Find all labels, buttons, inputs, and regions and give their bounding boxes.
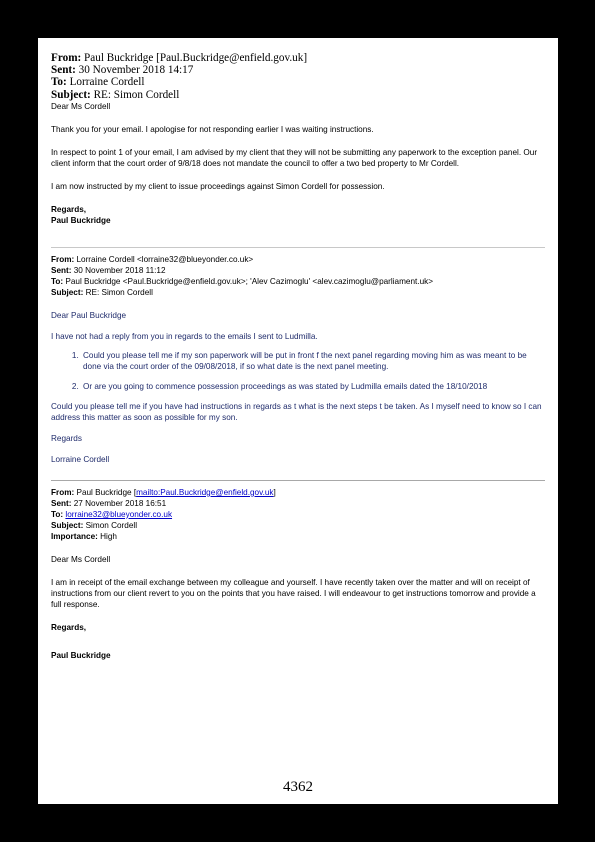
list-item: 1. Could you please tell me if my son paperwork will be put in front f the next panel regarding moving him as was meant to be done via the court order of the 09/08/2018, if so what date is the next panel meeting. (81, 350, 545, 372)
signature: Lorraine Cordell (51, 454, 110, 464)
importance-label: Importance: (51, 531, 98, 541)
signoff: Regards, (51, 204, 87, 214)
importance-value: High (97, 531, 117, 541)
subject-label: Subject: (51, 88, 91, 101)
from-mailto-link[interactable]: mailto:Paul.Buckridge@enfield.gov.uk (136, 487, 274, 497)
from-label: From: (51, 487, 75, 497)
from-value: Paul Buckridge [ (74, 487, 137, 497)
to-value: Paul Buckridge <Paul.Buckridge@enfield.gov.uk>; 'Alev Cazimoglu' <alev.cazimoglu@parliament.uk> (63, 276, 434, 286)
to-label: To: (51, 76, 67, 89)
subject-value: RE: Simon Cordell (90, 88, 180, 101)
from-value: Paul Buckridge [Paul.Buckridge@enfield.gov.uk] (81, 52, 308, 64)
email-3-header (51, 487, 545, 542)
signature: Paul Buckridge (51, 215, 111, 225)
to-value: Lorraine Cordell (66, 76, 145, 89)
email-2-header (51, 254, 545, 298)
document-page (38, 38, 558, 804)
subject-label: Subject: (51, 287, 84, 297)
from-value: Lorraine Cordell <lorraine32@blueyonder.co.uk> (74, 254, 254, 264)
signature: Paul Buckridge (51, 650, 111, 660)
to-label: To: (51, 276, 64, 286)
from-label: From: (51, 52, 82, 64)
page-number: 4362 (283, 779, 313, 795)
greeting: Dear Ms Cordell (51, 101, 111, 111)
subject-value: RE: Simon Cordell (83, 287, 153, 297)
sent-value: 27 November 2018 16:51 (71, 498, 167, 508)
sent-label: Sent: (51, 265, 72, 275)
sent-value: 30 November 2018 14:17 (75, 64, 194, 77)
to-label: To: (51, 509, 64, 519)
to-email-link[interactable]: lorraine32@blueyonder.co.uk (65, 509, 173, 519)
body-paragraph: Could you please tell me if you have had instructions in regards as t what is the next steps t be taken. As I myself need to know so I can address this matter as soon as possible for my son. (51, 401, 542, 422)
greeting: Dear Paul Buckridge (51, 310, 127, 320)
email-1-header (51, 52, 545, 101)
numbered-list (51, 350, 545, 392)
body-paragraph: I am now instructed by my client to issue proceedings against Simon Cordell for possession. (51, 181, 385, 191)
subject-label: Subject: (51, 520, 84, 530)
body-paragraph: In respect to point 1 of your email, I am advised by my client that they will not be submitting any paperwork to the exception panel. Our client inform that the court order of 9/8/18 does not mandate the council to offer a two bed property to Mr Cordell. (51, 147, 538, 168)
sent-label: Sent: (51, 498, 72, 508)
signoff: Regards, (51, 622, 87, 632)
greeting: Dear Ms Cordell (51, 554, 111, 564)
from-close-bracket: ] (273, 487, 276, 497)
sent-value: 30 November 2018 11:12 (71, 265, 166, 275)
body-paragraph: I am in receipt of the email exchange between my colleague and yourself. I have recently taken over the matter and will on receipt of instructions from our client revert to you on the points that you have raised. I will endeavour to get instructions tomorrow and provide a full response. (51, 577, 536, 609)
body-paragraph: I have not had a reply from you in regards to the emails I sent to Ludmilla. (51, 331, 318, 341)
signoff: Regards (51, 433, 82, 443)
sent-label: Sent: (51, 64, 76, 77)
divider (51, 247, 545, 248)
divider (51, 480, 545, 481)
from-label: From: (51, 254, 75, 264)
body-paragraph: Thank you for your email. I apologise for not responding earlier I was waiting instructions. (51, 124, 374, 134)
list-item: 2. Or are you going to commence possession proceedings as was stated by Ludmilla emails dated the 18/10/2018 (81, 381, 545, 392)
subject-value: Simon Cordell (83, 520, 138, 530)
email-2 (51, 254, 545, 465)
email-1 (51, 52, 545, 226)
email-3 (51, 487, 545, 661)
